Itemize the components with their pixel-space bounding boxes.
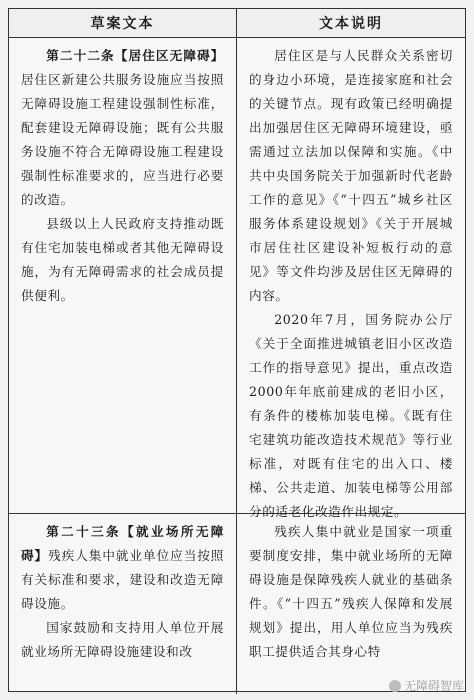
watermark-text: 无障碍智库: [403, 679, 464, 693]
explanation-paragraph: 居住区是与人民群众关系密切的身边小环境，是连接家庭和社会的关键节点。现有政策已经明确提出加强居住区无障碍环境建设，亟需通过立法加以保障和实施。《中共中央国务院关于加强新时代老龄工作的意见》《“十四五”城乡社区服务体系建设规划》《关于开展城市居住社区建设补短板行动的意见》等文件均涉及居住区无障碍的内容。: [249, 48, 453, 303]
draft-paragraph: [21, 520, 224, 616]
draft-paragraph: 国家鼓励和支持用人单位开展就业场所无障碍设施建设和改: [21, 620, 224, 659]
header-draft-text: 草案文本: [9, 9, 237, 37]
table-row: [9, 38, 465, 519]
document-table: [8, 8, 466, 692]
table-row: [9, 514, 465, 694]
explanation-paragraph: 2020年7月，国务院办公厅《关于全面推进城镇老旧小区改造工作的指导意见》提出，重点改造2000年年底前建成的老旧小区，有条件的楼栋加装电梯。《既有住宅建筑功能改造技术规范》等行业标准，对既有住宅的出入口、楼梯、公共走道、加装电梯等公用部分的适老化改造作出规定。: [249, 312, 453, 519]
watermark: [389, 677, 464, 694]
article-body: 居住区新建公共服务设施应当按照无障碍设施工程建设强制性标准，配套建设无障碍设施；既有公共服务设施不符合无障碍设施工程建设强制性标准要求的，应当进行必要的改造。: [21, 72, 224, 207]
article-heading: 第二十二条【居住区无障碍】: [46, 48, 224, 63]
explanation-cell: [237, 514, 465, 694]
article-heading: 第二十三条【就业场所无障碍】: [21, 524, 224, 563]
article-body: 残疾人集中就业单位应当按照有关标准和要求，建设和改造无障碍设施。: [21, 548, 224, 611]
draft-cell: [9, 38, 237, 513]
table-header: [9, 9, 465, 38]
wechat-icon: [389, 680, 401, 692]
explanation-paragraph: 残疾人集中就业是国家一项重要制度安排，集中就业场所的无障碍设施是保障残疾人就业的基础条件。《“十四五”残疾人保障和发展规划》提出，用人单位应当为残疾职工提供适合其身心特: [249, 524, 453, 659]
explanation-cell: [237, 38, 465, 519]
draft-paragraph: 县级以上人民政府支持推动既有住宅加装电梯或者其他无障碍设施，为有无障碍需求的社会成员提供便利。: [21, 216, 224, 303]
draft-cell: [9, 514, 237, 694]
draft-paragraph: [21, 44, 224, 212]
header-explanation: 文本说明: [319, 16, 383, 32]
